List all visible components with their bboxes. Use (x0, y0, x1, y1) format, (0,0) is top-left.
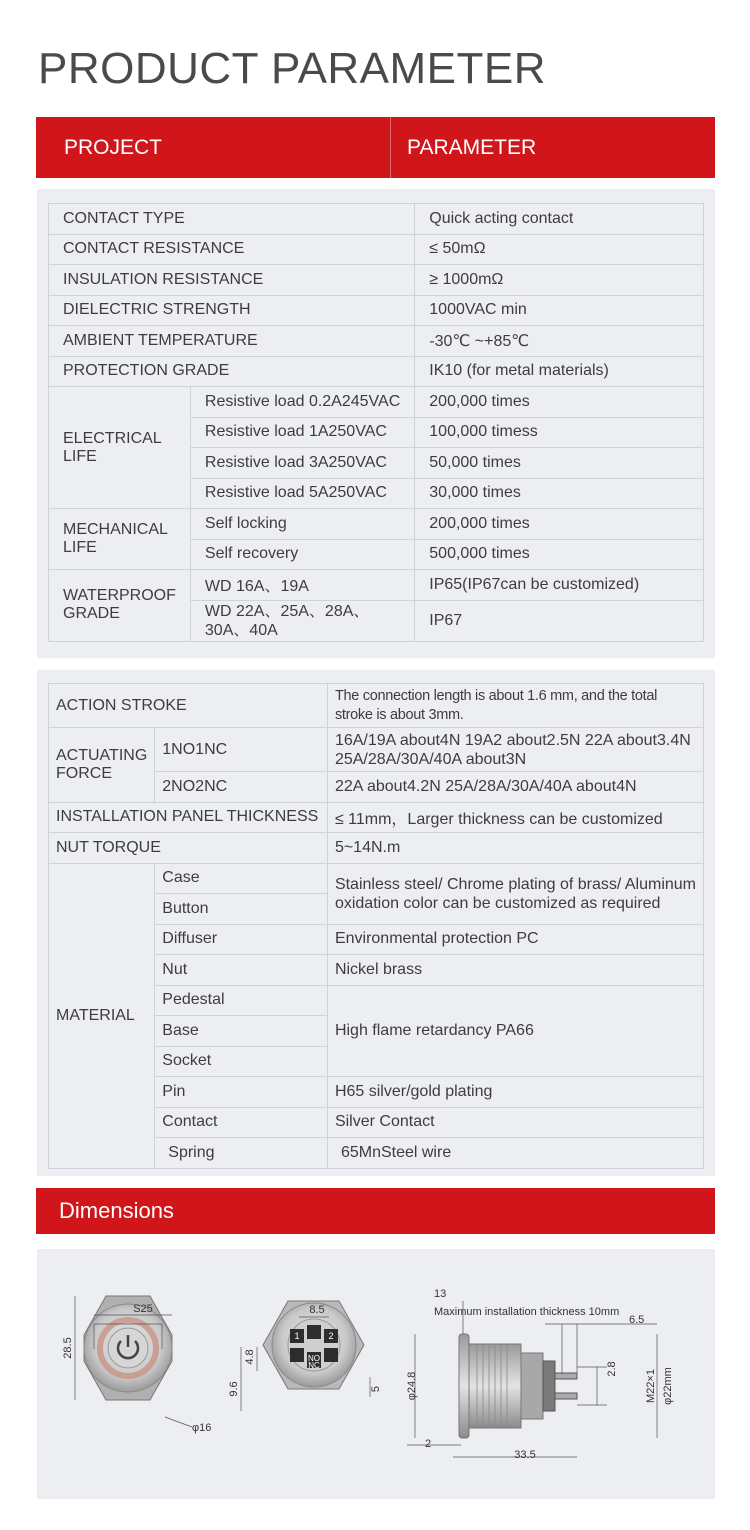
front-view (62, 1296, 211, 1434)
row-label: ACTION STROKE (49, 684, 328, 728)
row-value: ≤ 11mm，Larger thickness can be customized (327, 802, 703, 833)
row-value: 65MnSteel wire (327, 1138, 703, 1169)
table-row (49, 326, 704, 357)
material-part: Socket (155, 1046, 328, 1077)
pin-terminal (290, 1348, 304, 1362)
material-part: Pedestal (155, 985, 328, 1016)
row-condition: Resistive load 1A250VAC (190, 417, 414, 448)
row-value: Stainless steel/ Chrome plating of brass/ Aluminum oxidation color can be customized as required (327, 863, 703, 924)
side-head-dia-label: φ24.8 (406, 1371, 418, 1401)
row-label: CONTACT TYPE (49, 204, 415, 235)
row-label: INSULATION RESISTANCE (49, 265, 415, 296)
row-condition: WD 22A、25A、28A、 30A、40A (190, 600, 414, 641)
pin-label: 2 (328, 1331, 334, 1341)
row-value: The connection length is about 1.6 mm, and the total stroke is about 3mm. (327, 684, 703, 728)
row-value: 200,000 times (415, 387, 704, 418)
side-view (406, 1288, 674, 1461)
row-value: IP65(IP67can be customized) (415, 570, 704, 601)
rear-left-upper-label: 4.8 (244, 1349, 256, 1365)
row-value: 30,000 times (415, 478, 704, 509)
side-body-dia-label: φ22mm (662, 1367, 674, 1405)
material-part: Button (155, 894, 328, 925)
row-value: Nickel brass (327, 955, 703, 986)
row-value: 22A about4.2N 25A/28A/30A/40A about4N (327, 772, 703, 803)
row-value: IP67 (415, 600, 704, 641)
row-label: CONTACT RESISTANCE (49, 234, 415, 265)
row-value: 500,000 times (415, 539, 704, 570)
button-center (108, 1328, 148, 1368)
row-value: Silver Contact (327, 1107, 703, 1138)
row-value: Quick acting contact (415, 204, 704, 235)
table-row (49, 684, 704, 728)
row-condition: Resistive load 5A250VAC (190, 478, 414, 509)
row-value: 200,000 times (415, 509, 704, 540)
material-part: Case (155, 863, 328, 894)
side-pin-length-label: 6.5 (629, 1314, 645, 1326)
row-value: Environmental protection PC (327, 924, 703, 955)
side-rear-base (521, 1353, 543, 1419)
material-part: Nut (155, 955, 328, 986)
pin-label: 1 (294, 1331, 300, 1341)
material-part: Diffuser (155, 924, 328, 955)
material-part: Spring (155, 1138, 328, 1169)
side-head-thickness-label: 2 (425, 1438, 432, 1450)
side-head (459, 1334, 469, 1438)
table-row (49, 265, 704, 296)
table-row (49, 728, 704, 772)
row-value: ≥ 1000mΩ (415, 265, 704, 296)
row-value: IK10 (for metal materials) (415, 356, 704, 387)
table-header-bar (36, 117, 715, 178)
pin-terminal (307, 1325, 321, 1339)
table-row (49, 295, 704, 326)
row-label: AMBIENT TEMPERATURE (49, 326, 415, 357)
header-divider (390, 117, 391, 178)
dimensions-heading: Dimensions (36, 1188, 715, 1234)
row-label: DIELECTRIC STRENGTH (49, 295, 415, 326)
page-title: PRODUCT PARAMETER (38, 44, 547, 93)
front-diameter-label: φ16 (192, 1422, 212, 1434)
row-value: H65 silver/gold plating (327, 1077, 703, 1108)
rear-view (228, 1301, 382, 1411)
row-label: PROTECTION GRADE (49, 356, 415, 387)
table-row (49, 802, 704, 833)
dimensions-drawing (37, 1249, 715, 1499)
row-value: 5~14N.m (327, 833, 703, 864)
side-top-label: 13 (434, 1288, 447, 1300)
row-value: 50,000 times (415, 448, 704, 479)
table-row (49, 570, 704, 601)
row-value: 100,000 timess (415, 417, 704, 448)
table-row (49, 204, 704, 235)
pin-label: NO (308, 1354, 320, 1363)
row-condition: Resistive load 0.2A245VAC (190, 387, 414, 418)
pin-label: NC (308, 1361, 320, 1370)
material-part: Pin (155, 1077, 328, 1108)
row-value: 1000VAC min (415, 295, 704, 326)
row-label: NUT TORQUE (49, 833, 328, 864)
side-note: Maximum installation thickness 10mm (434, 1306, 620, 1318)
side-pin (555, 1393, 577, 1399)
table-row (49, 509, 704, 540)
front-width-label: S25 (133, 1303, 153, 1315)
table-row (49, 833, 704, 864)
side-pin (555, 1373, 577, 1379)
mechanical-life-label: MECHANICAL LIFE (49, 509, 191, 570)
side-pin-gap-label: 2.8 (606, 1361, 618, 1377)
rear-left-label: 9.6 (228, 1381, 240, 1397)
front-height-label: 28.5 (62, 1337, 74, 1359)
force-type: 1NO1NC (155, 728, 328, 772)
side-socket (543, 1361, 555, 1411)
table-row (49, 863, 704, 894)
side-length-label: 33.5 (514, 1449, 536, 1461)
row-condition: WD 16A、19A (190, 570, 414, 601)
rear-top-label: 8.5 (309, 1304, 325, 1316)
row-value: ≤ 50mΩ (415, 234, 704, 265)
row-label: INSTALLATION PANEL THICKNESS (49, 802, 328, 833)
row-value: -30℃ ~+85℃ (415, 326, 704, 357)
electrical-life-label: ELECTRICAL LIFE (49, 387, 191, 509)
rear-right-label: 5 (370, 1385, 382, 1393)
material-part: Base (155, 1016, 328, 1047)
material-part: Contact (155, 1107, 328, 1138)
spec-table-2 (48, 683, 704, 1169)
parameter-header: PARAMETER (407, 136, 537, 159)
row-value: 16A/19A about4N 19A2 about2.5N 22A about3.4N 25A/28A/30A/40A about3N (327, 728, 703, 772)
row-condition: Self locking (190, 509, 414, 540)
force-type: 2NO2NC (155, 772, 328, 803)
row-condition: Self recovery (190, 539, 414, 570)
table-row (49, 387, 704, 418)
project-header: PROJECT (64, 136, 163, 159)
waterproof-grade-label: WATERPROOF GRADE (49, 570, 191, 642)
actuating-force-label: ACTUATING FORCE (49, 728, 155, 803)
table-row (49, 356, 704, 387)
pin-terminal (324, 1348, 338, 1362)
table-row (49, 234, 704, 265)
spec-table-1 (48, 203, 704, 642)
material-label: MATERIAL (49, 863, 155, 1168)
row-value: High flame retardancy PA66 (327, 985, 703, 1077)
row-condition: Resistive load 3A250VAC (190, 448, 414, 479)
side-thread-label: M22×1 (645, 1369, 657, 1403)
